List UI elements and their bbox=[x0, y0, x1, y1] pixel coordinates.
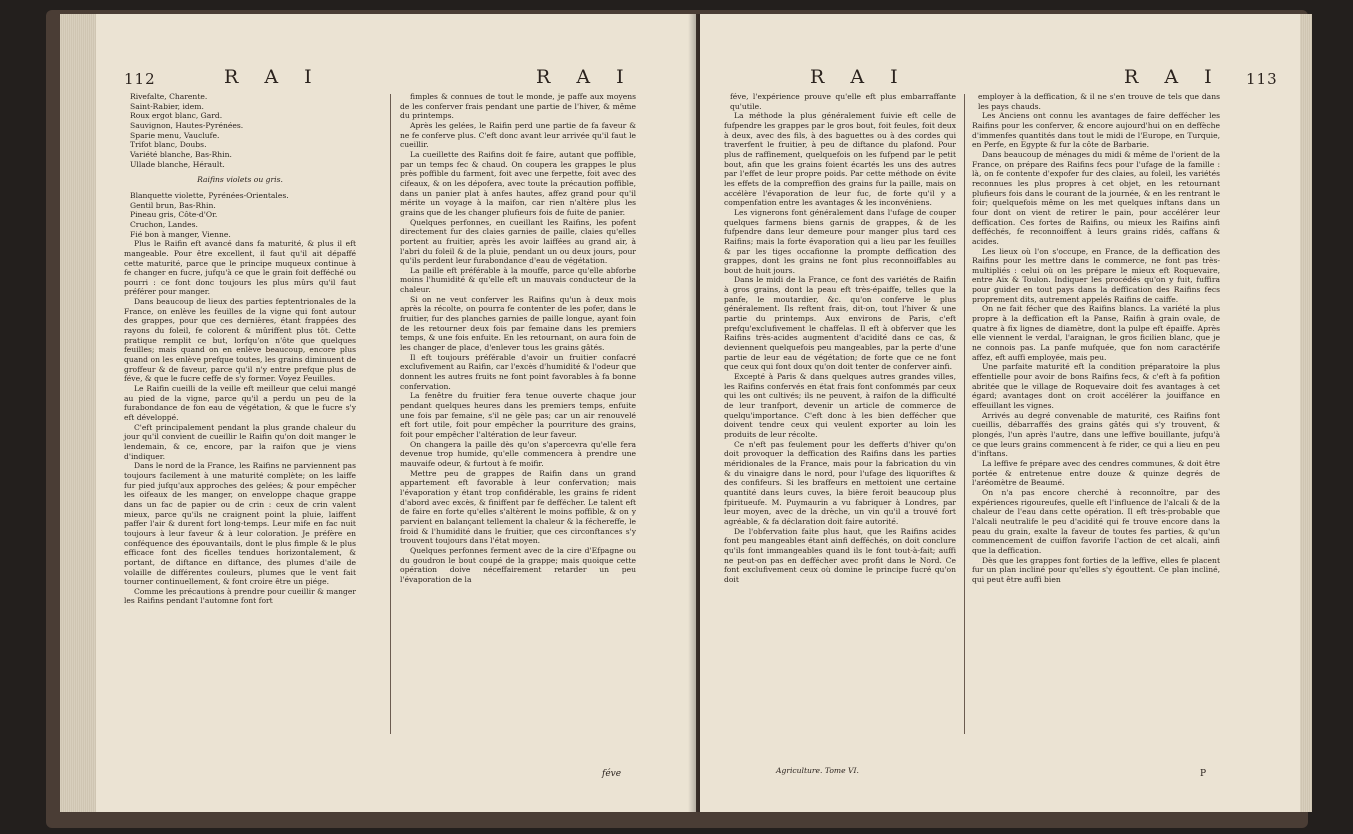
signature-mark: P bbox=[1200, 769, 1207, 779]
paragraph: Si on ne veut conferver les Raifins qu'un à deux mois après la récolte, on pourra fe contenter de les pofer, dans le fruitier, fur des planches garnies de paille longue, ayant foin de les retourner deux fois par femaine dans les premiers temps, & une fois enfuite. En les retournant, on aura foin de les changer de place, d'enlever tous les grains gâtés. bbox=[400, 294, 636, 353]
paragraph: Quelques perfonnes, en cueillant les Raifins, les pofent directement fur des claies garnies de paille, claies qu'elles portent au fruitier, après les avoir laiffées au grand air, à l'abri du foleil & de la pluie, pendant un ou deux jours, pour qu'ils perdent leur furabondance d'eau de végétation. bbox=[400, 217, 636, 266]
footer-volume: Agriculture. Tome VI. bbox=[776, 766, 859, 775]
paragraph: Cruchon, Landes. bbox=[130, 219, 198, 229]
paragraph: Pineau gris, Côte-d'Or. bbox=[130, 210, 218, 220]
paragraph: Rivefalte, Charente. bbox=[130, 92, 208, 101]
paragraph: Les lieux où l'on s'occupe, en France, de la deffication des Raifins pour les mettre dans le commerce, ne font pas très-multipliés : celui où on les prépare le mieux eft Roquevaire, entre Aix & Toulon. Indiquer les procédés qu'on y fuit, fuffira pour guider en tout pays dans la deffication des Raifins fecs proprement dits, autrement appelés Raifins de caiffe. bbox=[972, 246, 1220, 304]
paragraph: Trifot blanc, Doubs. bbox=[130, 140, 207, 150]
running-head: R A I bbox=[810, 66, 908, 88]
paragraph: Ullade blanche, Hérault. bbox=[130, 159, 225, 169]
paragraph: Fié bon à manger, Vienne. bbox=[130, 229, 231, 239]
page-edges-left bbox=[60, 14, 96, 812]
paragraph: Les Anciens ont connu les avantages de faire deffécher les Raifins pour les conferver, & encore aujourd'hui on en deffèche d'immenfes quantités dans tout le midi de l'Europe, en Turquie, en Perfe, en Egypte & fur la côte de Barbarie. bbox=[972, 111, 1220, 150]
paragraph: Arrivés au degré convenable de maturité, ces Raifins font cueillis, débarraffés des grains gâtés qui s'y trouvent, & plongés, l'un après l'autre, dans une leffive bouillante, jufqu'à ce que leurs grains commencent à fe rider, ce qui a lieu en peu d'inftans. bbox=[972, 410, 1220, 459]
paragraph: Les vignerons font généralement dans l'ufage de couper quelques farmens biens garnis de grappes, & de les fufpendre dans leur demeure pour manger plus tard ces Raifins; mais la forte évaporation qui a lieu par les feuilles & par les tiges occafionne la prompte deffication des grappes, dont les grains ne font plus reconnoiffables au bout de huit jours. bbox=[724, 207, 956, 275]
running-head: R A I bbox=[224, 66, 322, 88]
catchword: féve bbox=[602, 769, 622, 779]
paragraph: On changera la paille dès qu'on s'apercevra qu'elle fera devenue trop humide, qu'elle commencera à prendre une mauvaife odeur, & furtout à fe moifir. bbox=[400, 439, 636, 468]
page-number: 113 bbox=[1246, 70, 1278, 88]
text-column-1 bbox=[724, 92, 956, 584]
paragraph: Le Raifin cueilli de la veille eft meilleur que celui mangé au pied de la vigne, parce qu'il a perdu un peu de la furabondance de fon eau de végétation, & que le fucre s'y eft développé. bbox=[124, 384, 356, 422]
paragraph: Blanquette violette, Pyrénées-Orientales. bbox=[130, 190, 289, 200]
paragraph: Ce n'eft pas feulement pour les defferts d'hiver qu'on doit provoquer la deffication des Raifins dans les parties méridionales de la France, mais pour la fabrication du vin & du vinaigre dans le nord, pour l'ufage des liquoriftes & des confifeurs. Si les braffeurs en mettoient une certaine quantité dans leurs cuves, la bière feroit beaucoup plus fpiritueufe. M. Puymaurin a vu fabriquer à Londres, par leur moyen, avec de la drèche, un vin qu'il a trouvé fort agréable, & fa déclaration doit faire autorité. bbox=[724, 439, 956, 526]
running-head: R A I bbox=[1124, 66, 1222, 88]
paragraph: Dans le nord de la France, les Raifins ne parviennent pas toujours facilement à une maturité complète; on les laiffe fur pied jufqu'aux approches des gelées; & pour empêcher les oifeaux de les manger, on enveloppe chaque grappe dans un fac de papier ou de crin : ceux de crin valent mieux, parce qu'ils ne craignent point la pluie, laiffent paffer l'air & durent fort long-temps. Leur mife en fac nuit toujours à leur faveur & à leur coloration. Je préfère en conféquence des épouvantails, dont le plus fimple & le plus efficace font des ficelles tendues horizontalement, & portant, de diftance en diftance, des plumes d'aile de volaille de différentes couleurs, plumes que le vent fait tourner continuellement, & font croire être un piége. bbox=[124, 461, 356, 587]
column-rule bbox=[390, 94, 391, 734]
paragraph: Roux ergot blanc, Gard. bbox=[130, 111, 223, 121]
right-page bbox=[700, 14, 1300, 812]
paragraph: Saint-Rabier, idem. bbox=[130, 101, 204, 111]
paragraph: De l'obfervation faite plus haut, que les Raifins acides font peu mangeables étant ainfi defféchés, on doit conclure qu'ils font immangeables quand ils le font tout-à-fait; auffi ne peut-on pas en deffécher avec profit dans le Nord. Ce font exclufivement ceux où domine le principe fucré qu'on doit bbox=[724, 526, 956, 584]
running-head: R A I bbox=[536, 66, 634, 88]
text-column-1 bbox=[124, 92, 356, 606]
left-page bbox=[96, 14, 696, 812]
paragraph: Comme les précautions à prendre pour cueillir & manger les Raifins pendant l'automne font fort bbox=[124, 586, 356, 606]
page-edges-right bbox=[1300, 14, 1312, 812]
paragraph: C'eft principalement pendant la plus grande chaleur du jour qu'il convient de cueillir le Raifin qu'on doit manger le lendemain, & ce, encore, par la raifon que je viens d'indiquer. bbox=[124, 422, 356, 461]
paragraph: On ne fait fécher que des Raifins blancs. La variété la plus propre à la deffication eft la Panse, Raifin à grain ovale, de quatre à fix lignes de diamètre, dont la pulpe eft épaiffe. Après elle viennent le verdal, l'araignan, le gros ficilien blanc, que je ne connois pas. La panfe mufquée, que fon nom caractérife affez, eft auffi employée, mais peu. bbox=[972, 304, 1220, 362]
paragraph: La méthode la plus généralement fuivie eft celle de fufpendre les grappes par le gros bout, foit feules, foit deux à deux, avec des fils, à des baguettes ou à des cordes qui traverfent le fruitier, à peu de diftance du plafond. Pour plus de raffinement, quelquefois on les fufpend par le petit bout, afin que les grains foient écartés les uns des autres par l'effet de leur propre poids. Par cette méthode on évite les effets de la compreffion des grains fur la paille, mais on accélère l'évaporation de leur fuc, de forte qu'il y a compenfation entre les avantages & les inconvéniens. bbox=[724, 111, 956, 208]
paragraph: Gentil brun, Bas-Rhin. bbox=[130, 200, 216, 210]
paragraph: Dès que les grappes font forties de la leffive, elles fe placent fur un plan incliné pour qu'elles s'y égouttent. Ce plan incliné, qui peut être auffi bien bbox=[972, 555, 1220, 584]
paragraph: Quelques perfonnes ferment avec de la cire d'Efpagne ou du goudron le bout coupé de la grappe; mais quoique cette opération doive néceffairement retarder un peu l'évaporation de la bbox=[400, 545, 636, 584]
paragraph: Il eft toujours préférable d'avoir un fruitier confacré exclufivement au Raifin, car l'excès d'humidité & l'odeur que donnent les autres fruits ne font point favorables à fa bonne confervation. bbox=[400, 352, 636, 391]
paragraph: Dans beaucoup de lieux des parties feptentrionales de la France, on enlève les feuilles de la vigne qui font autour des grappes, pour que ces dernières, étant frappées des rayons du foleil, fe colorent & mûriffent plus tôt. Cette pratique remplit ce but, lorfqu'on n'ôte que quelques feuilles; mais quand on en enlève beaucoup, encore plus quand on les enlève prefque toutes, les grains diminuent de groffeur & de faveur, parce qu'il n'y entre prefque plus de féve, & que le fucre ceffe de s'y former. Voyez Feuilles. bbox=[124, 297, 356, 384]
page-header bbox=[700, 66, 1300, 92]
paragraph: On n'a pas encore cherché à reconnoître, par des expériences rigoureufes, quelle eft l'influence de l'alcali & de la chaleur de l'eau dans cette opération. Il eft très-probable que l'alcali neutralife le peu d'acidité qui fe trouve encore dans la peau du grain, exalte la faveur de toutes fes parties, & qu'un commencement de cuiffon favorife l'action de cet alcali, ainfi que la deffication. bbox=[972, 487, 1220, 555]
paragraph: Variété blanche, Bas-Rhin. bbox=[130, 149, 232, 159]
paragraph: employer à la deffication, & il ne s'en trouve de tels que dans les pays chauds. bbox=[978, 92, 1220, 111]
paragraph: Excepté à Paris & dans quelques autres grandes villes, les Raifins confervés en état frais font confommés par ceux qui les ont cultivés; ils ne peuvent, à raifon de la difficulté de leur tranfport, devenir un article de commerce de quelqu'importance. C'eft donc à les bien deffécher que doivent tendre ceux qui veulent exporter au loin les produits de leur récolte. bbox=[724, 372, 956, 439]
paragraph: Plus le Raifin eft avancé dans fa maturité, & plus il eft mangeable. Pour être excellent, il faut qu'il ait dépaffé cette maturité, parce que le principe muqueux continue à fe changer en fucre, jufqu'à ce que le grain foit defféché ou pourri : ce font donc toujours les plus mûrs qu'il faut préférer pour manger. bbox=[124, 239, 356, 297]
page-number: 112 bbox=[124, 70, 156, 88]
paragraph: Sparie menu, Vauclufe. bbox=[130, 130, 220, 140]
paragraph: féve, l'expérience prouve qu'elle eft plus embarraffante qu'utile. bbox=[730, 92, 956, 111]
paragraph: fimples & connues de tout le monde, je paffe aux moyens de les conferver frais pendant une partie de l'hiver, & même du printemps. bbox=[400, 92, 636, 121]
paragraph: La fenêtre du fruitier fera tenue ouverte chaque jour pendant quelques heures dans les premiers temps, enfuite une fois par femaine, s'il ne gèle pas; car un air renouvelé eft fort utile, foit pour empêcher la pourriture des grains, foit pour empêcher l'altération de leur faveur. bbox=[400, 391, 636, 439]
paragraph: Sauvignon, Hautes-Pyrénées. bbox=[130, 120, 244, 130]
paragraph: La paille eft préférable à la mouffe, parce qu'elle abforbe moins l'humidité & qu'elle eft un mauvais conducteur de la chaleur. bbox=[400, 265, 636, 295]
paragraph: Après les gelées, le Raifin perd une partie de fa faveur & ne fe conferve plus. C'eft donc avant leur arrivée qu'il faut le cueillir. bbox=[400, 120, 636, 150]
paragraph: Raifins violets ou gris. bbox=[197, 175, 283, 185]
page-header bbox=[96, 66, 696, 92]
text-column-2 bbox=[400, 92, 636, 584]
text-column-2 bbox=[972, 92, 1220, 584]
paragraph: La cueillette des Raifins doit fe faire, autant que poffible, par un temps fec & chaud. On coupera les grappes le plus près poffible du farment, foit avec une ferpette, foit avec des cifeaux, & on les dépofera, avec toute la précaution poffible, dans un panier plat à anfes hautes, affez grand pour qu'il mérite un voyage à la maifon, car rien n'altère plus les grains que de les changer plufieurs fois de fuite de panier. bbox=[400, 149, 636, 217]
paragraph: Dans beaucoup de ménages du midi & même de l'orient de la France, on prépare des Raifins fecs pour l'ufage de la famille : là, on fe contente d'expofer fur des claies, au foleil, les variétés reconnues les plus propres à cet objet, en les retournant plufieurs fois dans le courant de la journée, & en les rentrant le foir; quelquefois même on les met quelques inftans dans un four dont on vient de retirer le pain, pour accélérer leur deffication. Ces fortes de Raifins, ou mieux les Raifins ainfi defféchés, fe reconnoiffent à leurs grains ridés, caffans & acides. bbox=[972, 149, 1220, 246]
paragraph: Une parfaite maturité eft la condition préparatoire la plus effentielle pour avoir de bons Raifins fecs, & c'eft à fa pofition abritée que le village de Roquevaire doit fes avantages à cet égard; avantages dont on croit accélérer la jouiffance en effeuillant les vignes. bbox=[972, 362, 1220, 410]
column-rule bbox=[964, 94, 965, 734]
paragraph: Dans le midi de la France, ce font des variétés de Raifin à gros grains, dont la peau eft très-épaiffe, telles que la panfe, le moutardier, &c. qu'on conferve le plus généralement. Ils reftent frais, dit-on, tout l'hiver & une partie du printemps. Aux environs de Paris, c'eft prefqu'exclufivement le chaffelas. Il eft à obferver que les Raifins très-acides augmentent d'acidité dans ce cas, & deviennent quelquefois peu mangeables, par la perte d'une partie de leur eau de végétation; de forte que ce ne font que ceux qui font doux qu'on doit tenter de conferver ainfi. bbox=[724, 275, 956, 372]
paragraph: Mettre peu de grappes de Raifin dans un grand appartement eft favorable à leur confervation; mais l'évaporation y étant trop confidérable, les grains fe rident d'abord avec excès, & finiffent par fe deffécher. Le talent eft de faire en forte qu'elles s'altèrent le moins poffible, & on y parvient en balançant tellement la chaleur & la féchereffe, le froid & l'humidité dans le fruitier, que ces circonftances s'y trouvent toujours dans l'état moyen. bbox=[400, 468, 636, 546]
paragraph: La leffive fe prépare avec des cendres communes, & doit être portée & entretenue entre douze & quinze degrés de l'aréomètre de Beaumé. bbox=[972, 458, 1220, 488]
